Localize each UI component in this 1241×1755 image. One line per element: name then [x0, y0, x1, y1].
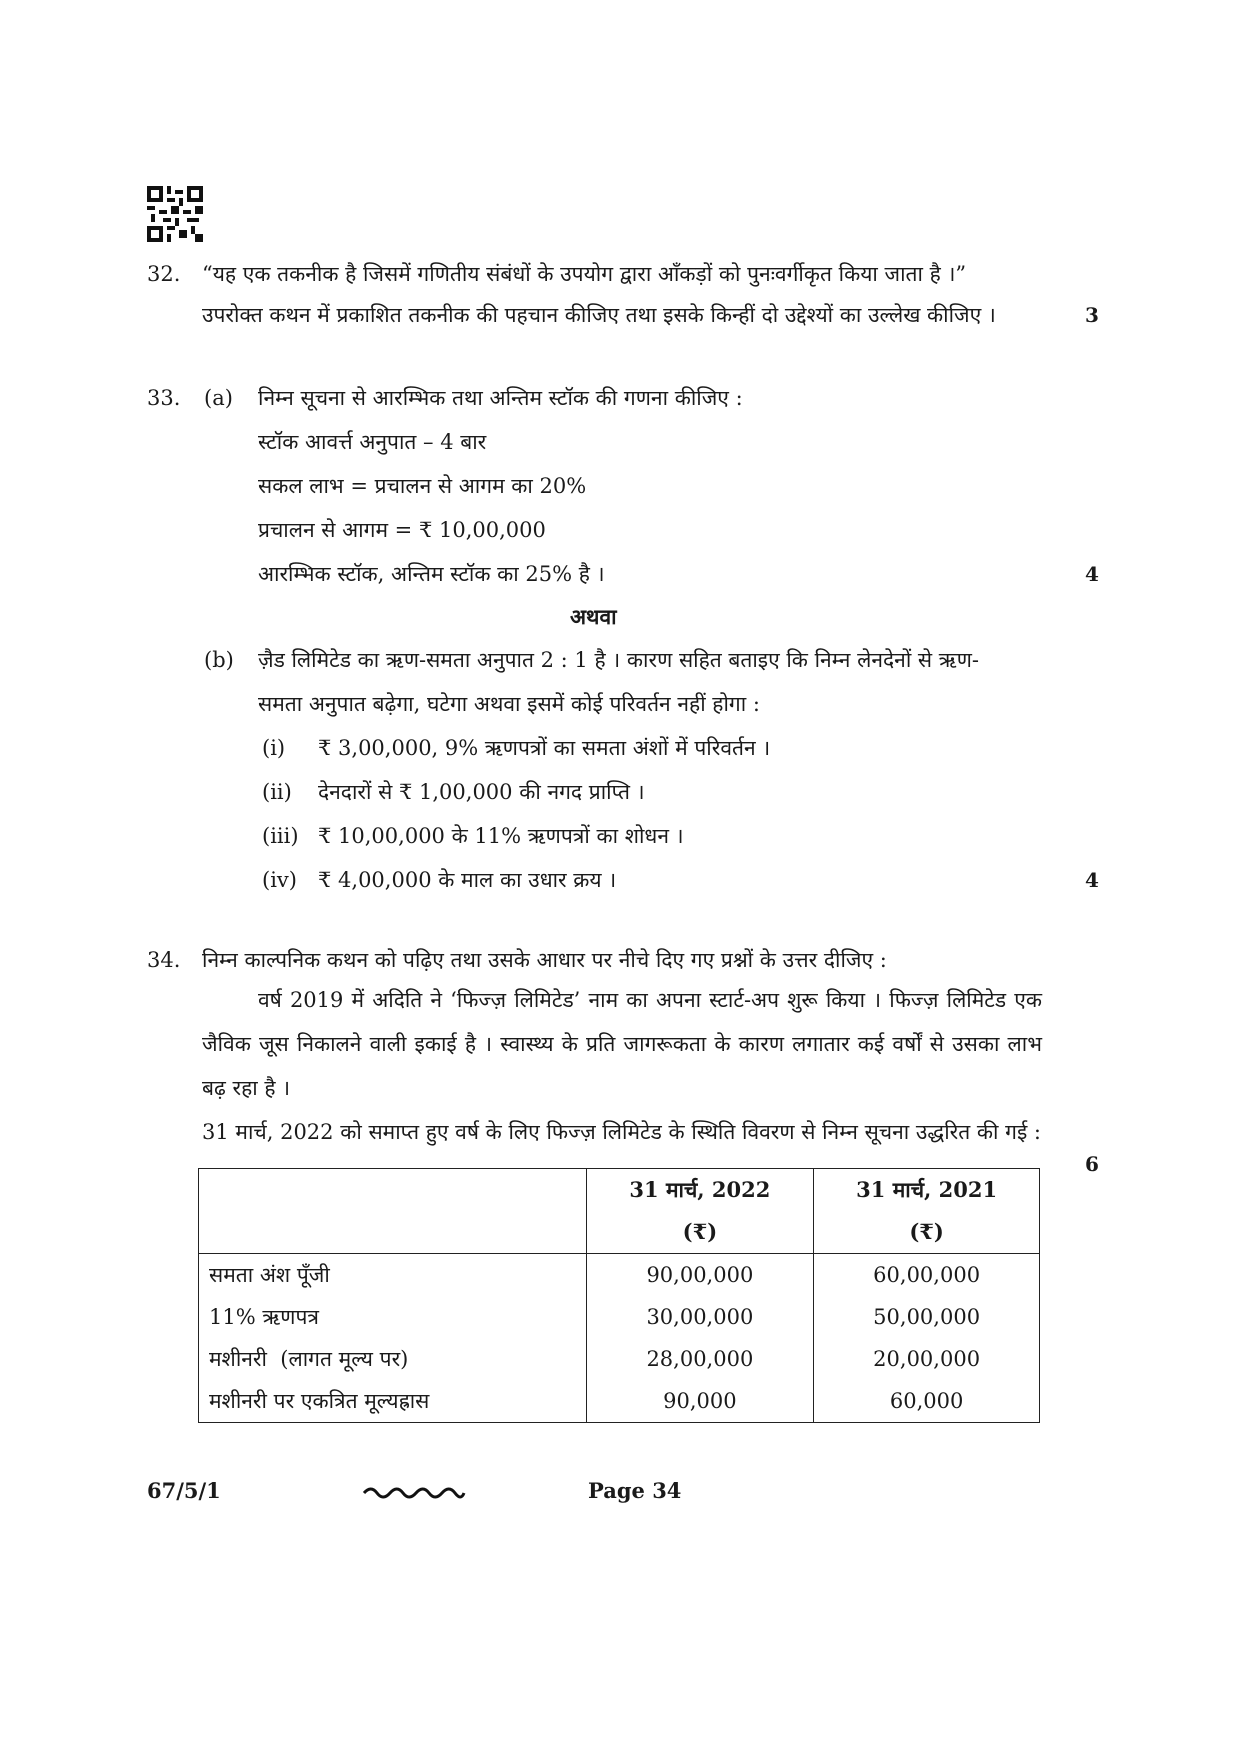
paper-code: 67/5/1: [147, 1478, 221, 1503]
row-label: समता अंश पूँजी: [199, 1254, 587, 1297]
question-33a-line: स्टॉक आवर्त्त अनुपात – 4 बार: [258, 430, 487, 454]
subitem-number: (i): [262, 736, 286, 760]
row-label: मशीनरी (लागत मूल्य पर): [199, 1338, 587, 1380]
row-label: 11% ऋणपत्र: [199, 1296, 587, 1338]
qr-code: [147, 186, 203, 242]
table-row: [199, 1338, 1040, 1380]
row-value-2022: 28,00,000: [586, 1338, 814, 1380]
subitem-number: (iii): [262, 824, 299, 848]
question-34-info-paragraph: 31 मार्च, 2022 को समाप्त हुए वर्ष के लिए फिज्ज़ लिमिटेड के स्थिति विवरण से निम्न सूचना उद्धरित की गई :: [202, 1120, 1042, 1144]
subitem-number: (iv): [262, 868, 297, 892]
subitem-number: (ii): [262, 780, 292, 804]
question-33a-intro: निम्न सूचना से आरम्भिक तथा अन्तिम स्टॉक की गणना कीजिए :: [258, 386, 743, 410]
question-33b-label: (b): [204, 648, 234, 672]
table-header-empty: [199, 1169, 587, 1212]
question-34-intro: निम्न काल्पनिक कथन को पढ़िए तथा उसके आधार पर नीचे दिए गए प्रश्नों के उत्तर दीजिए :: [202, 948, 887, 972]
subitem-text: देनदारों से ₹ 1,00,000 की नगद प्राप्ति ।: [318, 780, 645, 804]
subitem-text: ₹ 4,00,000 के माल का उधार क्रय ।: [318, 868, 617, 892]
question-34-marks: 6: [1085, 1152, 1099, 1176]
question-33a-line: सकल लाभ = प्रचालन से आगम का 20%: [258, 474, 587, 498]
question-33a-label: (a): [204, 386, 233, 410]
question-34-number: 34.: [147, 948, 181, 972]
question-33a-line: प्रचालन से आगम = ₹ 10,00,000: [258, 518, 546, 542]
row-value-2021: 60,000: [814, 1380, 1040, 1423]
question-33b-line2: समता अनुपात बढ़ेगा, घटेगा अथवा इसमें कोई परिवर्तन नहीं होगा :: [258, 692, 760, 716]
table-row: [199, 1380, 1040, 1423]
question-32-number: 32.: [147, 262, 181, 286]
table-header-2022: 31 मार्च, 2022: [586, 1169, 814, 1212]
table-row: [199, 1254, 1040, 1297]
table-header-2021: 31 मार्च, 2021: [814, 1169, 1040, 1212]
table-row: [199, 1296, 1040, 1338]
question-33b-line1: ज़ैड लिमिटेड का ऋण-समता अनुपात 2 : 1 है । कारण सहित बताइए कि निम्न लेनदेनों से ऋण-: [258, 648, 979, 672]
balance-sheet-table: [198, 1168, 1040, 1423]
subitem-text: ₹ 10,00,000 के 11% ऋणपत्रों का शोधन ।: [318, 824, 684, 848]
or-divider: अथवा: [570, 604, 617, 629]
question-32-statement: “यह एक तकनीक है जिसमें गणितीय संबंधों के उपयोग द्वारा आँकड़ों को पुनःवर्गीकृत किया जाता है ।”: [202, 262, 967, 286]
row-label: मशीनरी पर एकत्रित मूल्यह्रास: [199, 1380, 587, 1423]
page-number: Page 34: [588, 1478, 682, 1503]
question-32-marks: 3: [1085, 303, 1099, 327]
table-currency-2022: (₹): [586, 1211, 814, 1254]
table-currency-2021: (₹): [814, 1211, 1040, 1254]
table-header-row: [199, 1169, 1040, 1212]
row-value-2021: 60,00,000: [814, 1254, 1040, 1297]
question-33-number: 33.: [147, 386, 181, 410]
row-value-2022: 90,000: [586, 1380, 814, 1423]
row-value-2021: 50,00,000: [814, 1296, 1040, 1338]
table-currency-empty: [199, 1211, 587, 1254]
question-34-case-paragraph: वर्ष 2019 में अदिति ने ‘फिज्ज़ लिमिटेड’ नाम का अपना स्टार्ट-अप शुरू किया । फिज्ज़ लिमिटेड एक जैविक जूस निकालने वाली इकाई है । स्वास्थ्य के प्रति जागरूकता के कारण लगातार कई वर्षों से उसका लाभ बढ़ रहा है ।: [202, 988, 1042, 1100]
table-currency-row: [199, 1211, 1040, 1254]
wave-ornament: [362, 1484, 466, 1502]
row-value-2022: 90,00,000: [586, 1254, 814, 1297]
question-32-prompt: उपरोक्त कथन में प्रकाशित तकनीक की पहचान कीजिए तथा इसके किन्हीं दो उद्देश्यों का उल्लेख कीजिए ।: [202, 303, 996, 327]
row-value-2021: 20,00,000: [814, 1338, 1040, 1380]
question-33a-marks: 4: [1085, 562, 1099, 586]
row-value-2022: 30,00,000: [586, 1296, 814, 1338]
question-33a-line: आरम्भिक स्टॉक, अन्तिम स्टॉक का 25% है ।: [258, 562, 605, 586]
subitem-text: ₹ 3,00,000, 9% ऋणपत्रों का समता अंशों में परिवर्तन ।: [318, 736, 771, 760]
question-33b-marks: 4: [1085, 868, 1099, 892]
